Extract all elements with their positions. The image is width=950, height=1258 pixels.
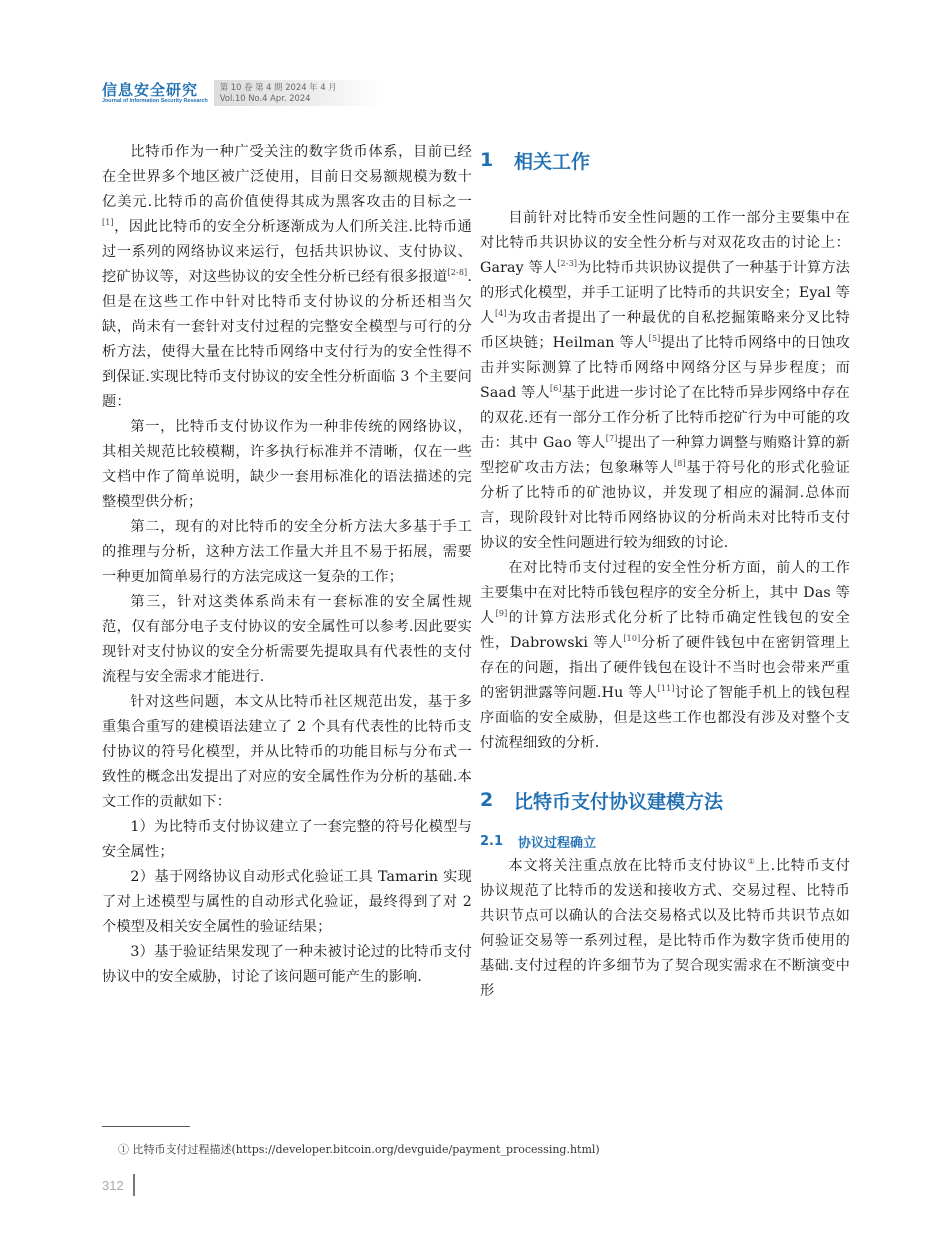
section-title: 比特币支付协议建模方法 xyxy=(514,790,724,813)
related-work-paragraph-1: 目前针对比特币安全性问题的工作一部分主要集中在对比特币共识协议的安全性分析与对双花攻击的讨论上：Garay 等人[2-3]为比特币共识协议提供了一种基于计算方法的形式化模型，并手工证明了比特币的共识安全；Eyal 等人[4]为攻击者提出了一种最优的自私挖掘策略来分叉比特币区块链；Heilman 等人[5]提出了比特币网络中的日蚀攻击并实际测算了比特币网络中网络分区与异步程度；而 Saad 等人[6]基于此进一步讨论了在比特币异步网络中存在的双花.还有一部分工作分析了比特币挖矿行为中可能的攻击：其中 Gao 等人[7]提出了一种算力调整与贿赂计算的新型挖矿攻击方法；包象琳等人[8]基于符号化的形式化验证分析了比特币的矿池协议，并发现了相应的漏洞.总体而言，现阶段针对比特币网络协议的分析尚未对比特币支付协议的安全性问题进行较为细致的讨论. xyxy=(480,210,851,551)
left-column xyxy=(102,140,472,990)
citation: [7] xyxy=(605,434,618,443)
citation: [2-8] xyxy=(447,268,468,277)
citation: [9] xyxy=(495,609,508,618)
contribution-item-3: 3）基于验证结果发现了一种未被讨论过的比特币支付协议中的安全威胁，讨论了该问题可能产生的影响. xyxy=(102,944,472,985)
journal-header xyxy=(102,80,384,106)
footnote-marker: ① xyxy=(747,857,756,866)
citation: [10] xyxy=(623,634,641,643)
journal-logo xyxy=(102,80,208,106)
contribution-item-1: 1）为比特币支付协议建立了一套完整的符号化模型与安全属性； xyxy=(102,819,472,860)
section-number: 1 xyxy=(480,149,494,171)
section-heading-1 xyxy=(480,142,850,178)
citation: [8] xyxy=(674,459,686,468)
intro-problem-3: 第三，针对这类体系尚未有一套标准的安全属性规范，仅有部分电子支付协议的安全属性可以参考.因此要实现针对支付协议的安全分析需要先提取具有代表性的支付流程与安全需求才能进行. xyxy=(102,594,472,685)
subsection-heading-2-1 xyxy=(480,828,850,854)
citation: [2-3] xyxy=(557,259,578,268)
related-work-paragraph-2: 在对比特币支付过程的安全性分析方面，前人的工作主要集中在对比特币钱包程序的安全分析上，其中 Das 等人[9]的计算方法形式化分析了比特币确定性钱包的安全性，Dabrowski 等人[10]分析了硬件钱包中在密钥管理上存在的问题，指出了硬件钱包在设计不当时也会带来严重的密钥泄露等问题.Hu 等人[11]讨论了智能手机上的钱包程序面临的安全威胁，但是这些工作也都没有涉及对整个支付流程细致的分析. xyxy=(480,560,850,751)
issue-info-cn: 第 10 卷 第 4 期 2024 年 4 月 xyxy=(219,82,337,92)
section-number: 2 xyxy=(480,789,494,811)
footnote: ① 比特币支付过程描述(https://developer.bitcoin.org/devguide/payment_processing.html) xyxy=(118,1143,600,1156)
journal-title-cn: 信息安全研究 xyxy=(102,80,199,99)
page-number-divider xyxy=(133,1174,135,1196)
citation: [1] xyxy=(102,218,114,227)
citation: [6] xyxy=(549,384,562,393)
citation: [4] xyxy=(494,309,507,318)
right-column xyxy=(480,140,850,1004)
page-number: 312 xyxy=(102,1178,124,1193)
subsection-number: 2.1 xyxy=(480,833,504,849)
issue-info-en: Vol.10 No.4 Apr. 2024 xyxy=(219,92,311,103)
citation: [11] xyxy=(657,684,675,693)
footnote-divider xyxy=(102,1126,190,1127)
protocol-paragraph: 本文将关注重点放在比特币支付协议①上.比特币支付协议规范了比特币的发送和接收方式、交易过程、比特币共识节点可以确认的合法交易格式以及比特币共识节点如何验证交易等一系列过程，是比特币作为数字货币使用的基础.支付过程的许多细节为了契合现实需求在不断演变中形 xyxy=(480,857,851,999)
section-title: 相关工作 xyxy=(514,150,591,173)
issue-info xyxy=(214,80,384,106)
citation: [5] xyxy=(648,334,661,343)
intro-problem-2: 第二，现有的对比特币的安全分析方法大多基于手工的推理与分析，这种方法工作量大并且不易于拓展，需要一种更加简单易行的方法完成这一复杂的工作； xyxy=(102,519,472,585)
intro-paragraph-1: 比特币作为一种广受关注的数字货币体系，目前已经在全世界多个地区被广泛使用，目前日交易额规模为数十亿美元.比特币的高价值使得其成为黑客攻击的目标之一[1]，因此比特币的安全分析逐渐成为人们所关注.比特币通过一系列的网络协议来运行，包括共识协议、支付协议、挖矿协议等，对这些协议的安全性分析已经有很多报道[2-8].但是在这些工作中针对比特币支付协议的分析还相当欠缺，尚未有一套针对支付过程的完整安全模型与可行的分析方法，使得大量在比特币网络中支付行为的安全性得不到保证.实现比特币支付协议的安全性分析面临 3 个主要问题： xyxy=(102,144,472,410)
subsection-title: 协议过程确立 xyxy=(518,835,597,851)
contribution-item-2: 2）基于网络协议自动形式化验证工具 Tamarin 实现了对上述模型与属性的自动形式化验证，最终得到了对 2 个模型及相关安全属性的验证结果； xyxy=(102,869,472,935)
intro-paragraph-contributions: 针对这些问题，本文从比特币社区规范出发，基于多重集合重写的建模语法建立了 2 个具有代表性的比特币支付协议的符号化模型，并从比特币的功能目标与分布式一致性的概念出发提出了对应的安全属性作为分析的基础.本文工作的贡献如下： xyxy=(102,694,472,810)
journal-title-en: Journal of Information Security Research xyxy=(102,97,208,104)
section-heading-2 xyxy=(480,782,850,818)
intro-problem-1: 第一，比特币支付协议作为一种非传统的网络协议，其相关规范比较模糊，许多执行标准并不清晰，仅在一些文档中作了简单说明，缺少一套用标准化的语法描述的完整模型供分析； xyxy=(102,419,472,510)
